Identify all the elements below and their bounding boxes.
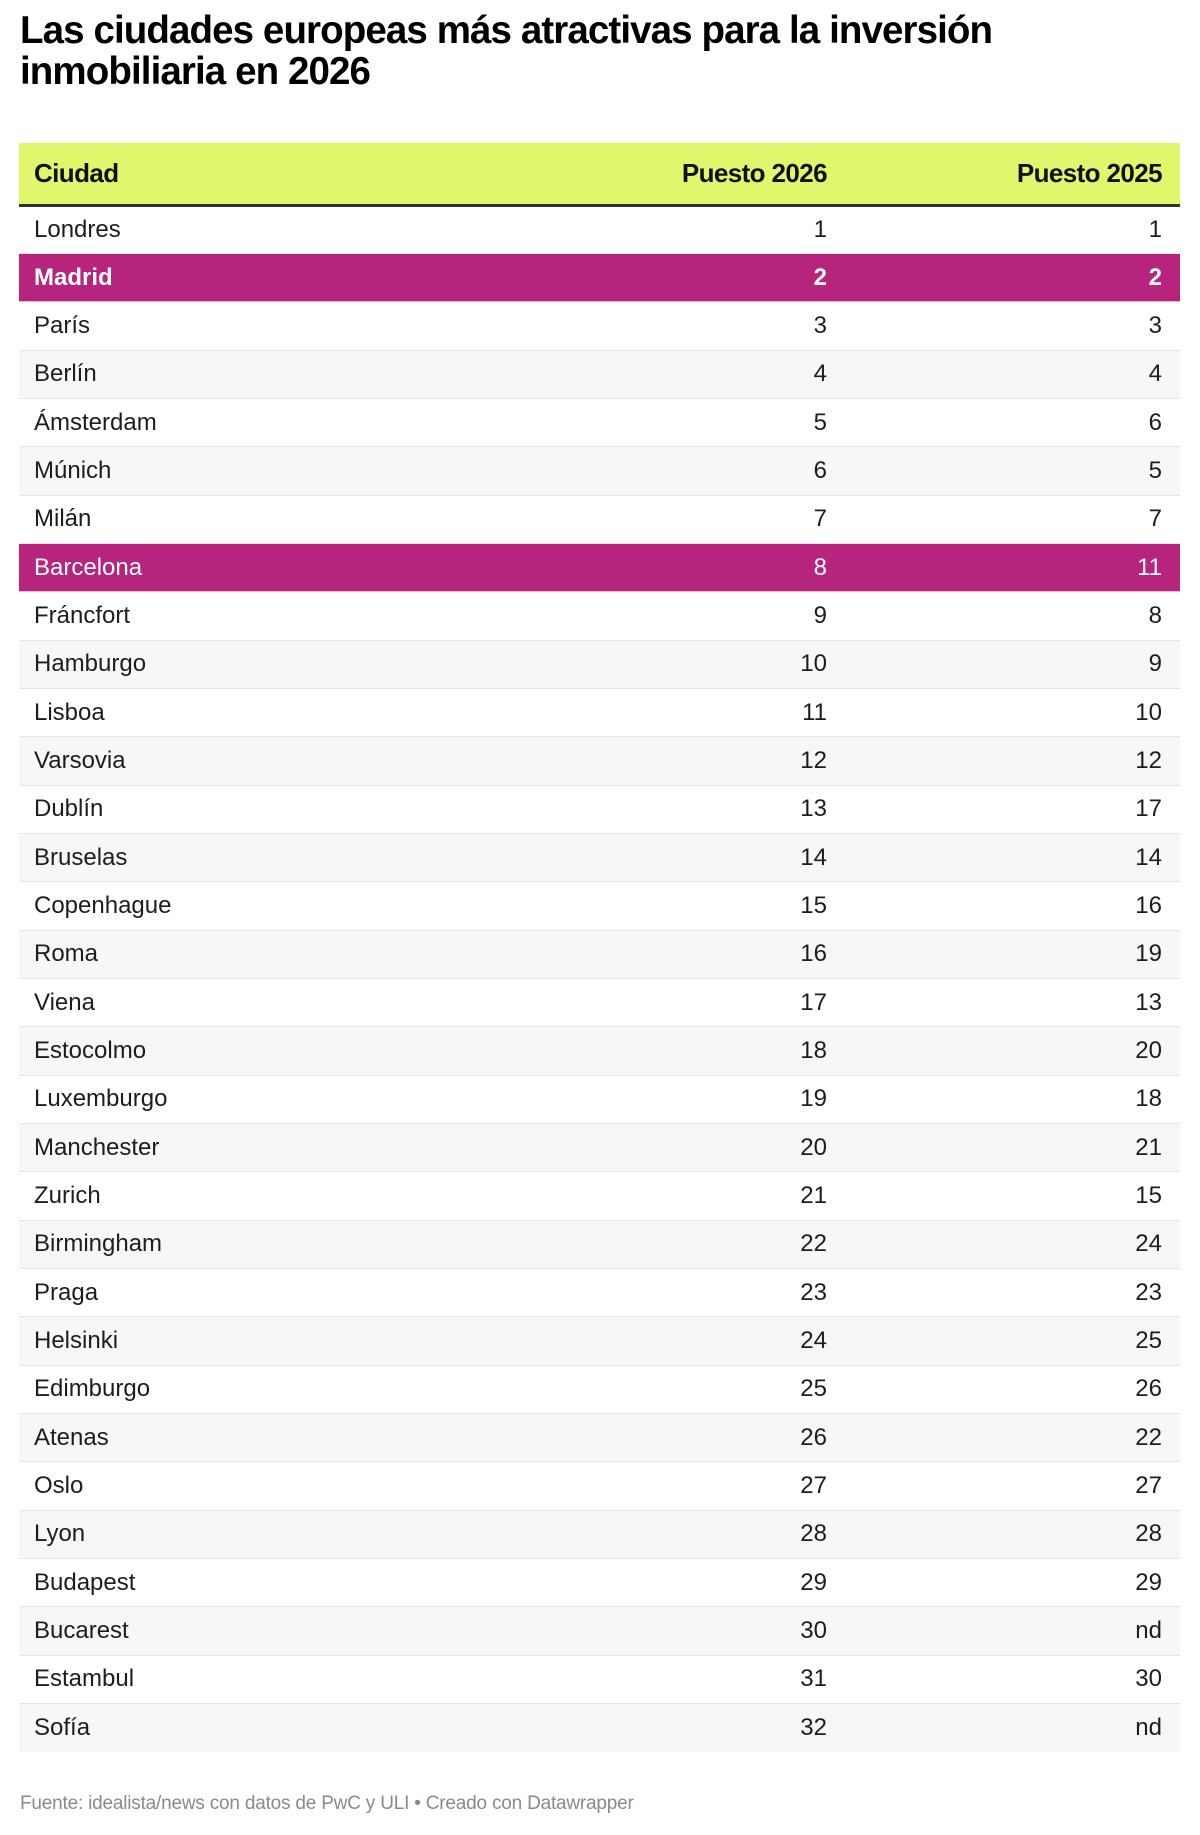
table-row (19, 1124, 1180, 1172)
cell-rank-2025: 20 (829, 1027, 1180, 1075)
cell-rank-2026: 2 (519, 253, 829, 301)
table-row (19, 205, 1180, 253)
cell-city: Manchester (19, 1124, 519, 1172)
table-row (19, 930, 1180, 978)
cell-city: Fráncfort (19, 592, 519, 640)
cell-rank-2026: 1 (519, 205, 829, 253)
cell-city: Budapest (19, 1559, 519, 1607)
cell-rank-2025: 27 (829, 1462, 1180, 1510)
cell-rank-2026: 20 (519, 1124, 829, 1172)
table-row (19, 1027, 1180, 1075)
cell-rank-2026: 4 (519, 350, 829, 398)
cell-rank-2026: 3 (519, 302, 829, 350)
cell-rank-2025: 4 (829, 350, 1180, 398)
cell-rank-2026: 15 (519, 882, 829, 930)
cell-city: Barcelona (19, 543, 519, 591)
cell-city: Edimburgo (19, 1365, 519, 1413)
cell-rank-2025: 8 (829, 592, 1180, 640)
column-header-rank-2025[interactable]: Puesto 2025 (829, 143, 1180, 205)
cell-city: Bucarest (19, 1607, 519, 1655)
cell-rank-2026: 5 (519, 398, 829, 446)
cell-rank-2025: 7 (829, 495, 1180, 543)
cell-rank-2026: 6 (519, 447, 829, 495)
cell-city: Múnich (19, 447, 519, 495)
cell-city: Estocolmo (19, 1027, 519, 1075)
cell-rank-2025: 5 (829, 447, 1180, 495)
table-row (19, 350, 1180, 398)
table-row (19, 1607, 1180, 1655)
header-row (19, 143, 1180, 205)
cell-rank-2025: 6 (829, 398, 1180, 446)
cell-rank-2025: 2 (829, 253, 1180, 301)
cell-rank-2026: 19 (519, 1075, 829, 1123)
table-row (19, 688, 1180, 736)
cell-rank-2025: 19 (829, 930, 1180, 978)
table-row (19, 785, 1180, 833)
cell-rank-2026: 26 (519, 1414, 829, 1462)
cell-city: Varsovia (19, 737, 519, 785)
cell-city: Zurich (19, 1172, 519, 1220)
table-row (19, 1075, 1180, 1123)
cell-rank-2025: 25 (829, 1317, 1180, 1365)
table-row (19, 1365, 1180, 1413)
table-row (19, 1704, 1180, 1752)
table-row (19, 398, 1180, 446)
table-row (19, 1172, 1180, 1220)
cell-rank-2026: 31 (519, 1655, 829, 1703)
table-row (19, 1220, 1180, 1268)
cell-rank-2025: 22 (829, 1414, 1180, 1462)
table-row (19, 1655, 1180, 1703)
cell-rank-2025: 30 (829, 1655, 1180, 1703)
cell-rank-2026: 13 (519, 785, 829, 833)
cell-city: Madrid (19, 253, 519, 301)
cell-rank-2025: 11 (829, 543, 1180, 591)
cell-rank-2025: 14 (829, 833, 1180, 881)
cell-city: Praga (19, 1269, 519, 1317)
cell-rank-2026: 27 (519, 1462, 829, 1510)
cell-rank-2026: 9 (519, 592, 829, 640)
cell-rank-2026: 22 (519, 1220, 829, 1268)
ranking-table (19, 143, 1180, 1752)
cell-rank-2025: 12 (829, 737, 1180, 785)
cell-rank-2025: 26 (829, 1365, 1180, 1413)
cell-city: Sofía (19, 1704, 519, 1752)
cell-rank-2025: 3 (829, 302, 1180, 350)
table-body (19, 205, 1180, 1752)
cell-rank-2026: 7 (519, 495, 829, 543)
table-row (19, 979, 1180, 1027)
cell-city: Viena (19, 979, 519, 1027)
table-row (19, 1559, 1180, 1607)
cell-city: Lisboa (19, 688, 519, 736)
cell-rank-2025: 28 (829, 1510, 1180, 1558)
table-row-highlighted (19, 543, 1180, 591)
cell-city: Dublín (19, 785, 519, 833)
cell-city: Helsinki (19, 1317, 519, 1365)
cell-rank-2026: 14 (519, 833, 829, 881)
column-header-rank-2026[interactable]: Puesto 2026 (519, 143, 829, 205)
source-footer: Fuente: idealista/news con datos de PwC y ULI • Creado con Datawrapper (20, 1793, 634, 1814)
cell-rank-2026: 25 (519, 1365, 829, 1413)
cell-city: Ámsterdam (19, 398, 519, 446)
cell-rank-2026: 24 (519, 1317, 829, 1365)
cell-rank-2025: 17 (829, 785, 1180, 833)
cell-city: Luxemburgo (19, 1075, 519, 1123)
cell-rank-2026: 17 (519, 979, 829, 1027)
table-row (19, 1269, 1180, 1317)
cell-rank-2026: 8 (519, 543, 829, 591)
cell-city: Lyon (19, 1510, 519, 1558)
cell-city: París (19, 302, 519, 350)
cell-rank-2025: 29 (829, 1559, 1180, 1607)
table-row (19, 640, 1180, 688)
cell-rank-2025: 18 (829, 1075, 1180, 1123)
cell-rank-2026: 30 (519, 1607, 829, 1655)
cell-city: Birmingham (19, 1220, 519, 1268)
table-row (19, 737, 1180, 785)
table-header (19, 143, 1180, 205)
cell-rank-2026: 21 (519, 1172, 829, 1220)
cell-rank-2026: 18 (519, 1027, 829, 1075)
cell-rank-2025: nd (829, 1704, 1180, 1752)
table-row (19, 302, 1180, 350)
table-row (19, 1317, 1180, 1365)
cell-city: Milán (19, 495, 519, 543)
cell-rank-2026: 11 (519, 688, 829, 736)
table-row (19, 495, 1180, 543)
cell-rank-2025: 15 (829, 1172, 1180, 1220)
cell-rank-2025: 10 (829, 688, 1180, 736)
table-row (19, 592, 1180, 640)
cell-rank-2025: 9 (829, 640, 1180, 688)
cell-city: Bruselas (19, 833, 519, 881)
cell-rank-2026: 10 (519, 640, 829, 688)
cell-city: Estambul (19, 1655, 519, 1703)
cell-rank-2025: 24 (829, 1220, 1180, 1268)
cell-city: Berlín (19, 350, 519, 398)
cell-city: Copenhague (19, 882, 519, 930)
cell-city: Oslo (19, 1462, 519, 1510)
table-row (19, 1414, 1180, 1462)
cell-rank-2026: 28 (519, 1510, 829, 1558)
cell-rank-2025: 21 (829, 1124, 1180, 1172)
column-header-city[interactable]: Ciudad (19, 143, 519, 205)
cell-city: Hamburgo (19, 640, 519, 688)
cell-rank-2026: 32 (519, 1704, 829, 1752)
table-row (19, 1510, 1180, 1558)
cell-rank-2025: 16 (829, 882, 1180, 930)
cell-rank-2026: 12 (519, 737, 829, 785)
cell-city: Londres (19, 205, 519, 253)
cell-rank-2025: 13 (829, 979, 1180, 1027)
table-row (19, 447, 1180, 495)
page-title: Las ciudades europeas más atractivas para la inversión inmobiliaria en 2026 (20, 9, 993, 93)
cell-rank-2025: 23 (829, 1269, 1180, 1317)
cell-rank-2026: 23 (519, 1269, 829, 1317)
table-row (19, 882, 1180, 930)
cell-city: Roma (19, 930, 519, 978)
cell-rank-2025: 1 (829, 205, 1180, 253)
table-row (19, 833, 1180, 881)
cell-city: Atenas (19, 1414, 519, 1462)
cell-rank-2026: 16 (519, 930, 829, 978)
cell-rank-2026: 29 (519, 1559, 829, 1607)
table-row (19, 1462, 1180, 1510)
table-row-highlighted (19, 253, 1180, 301)
cell-rank-2025: nd (829, 1607, 1180, 1655)
